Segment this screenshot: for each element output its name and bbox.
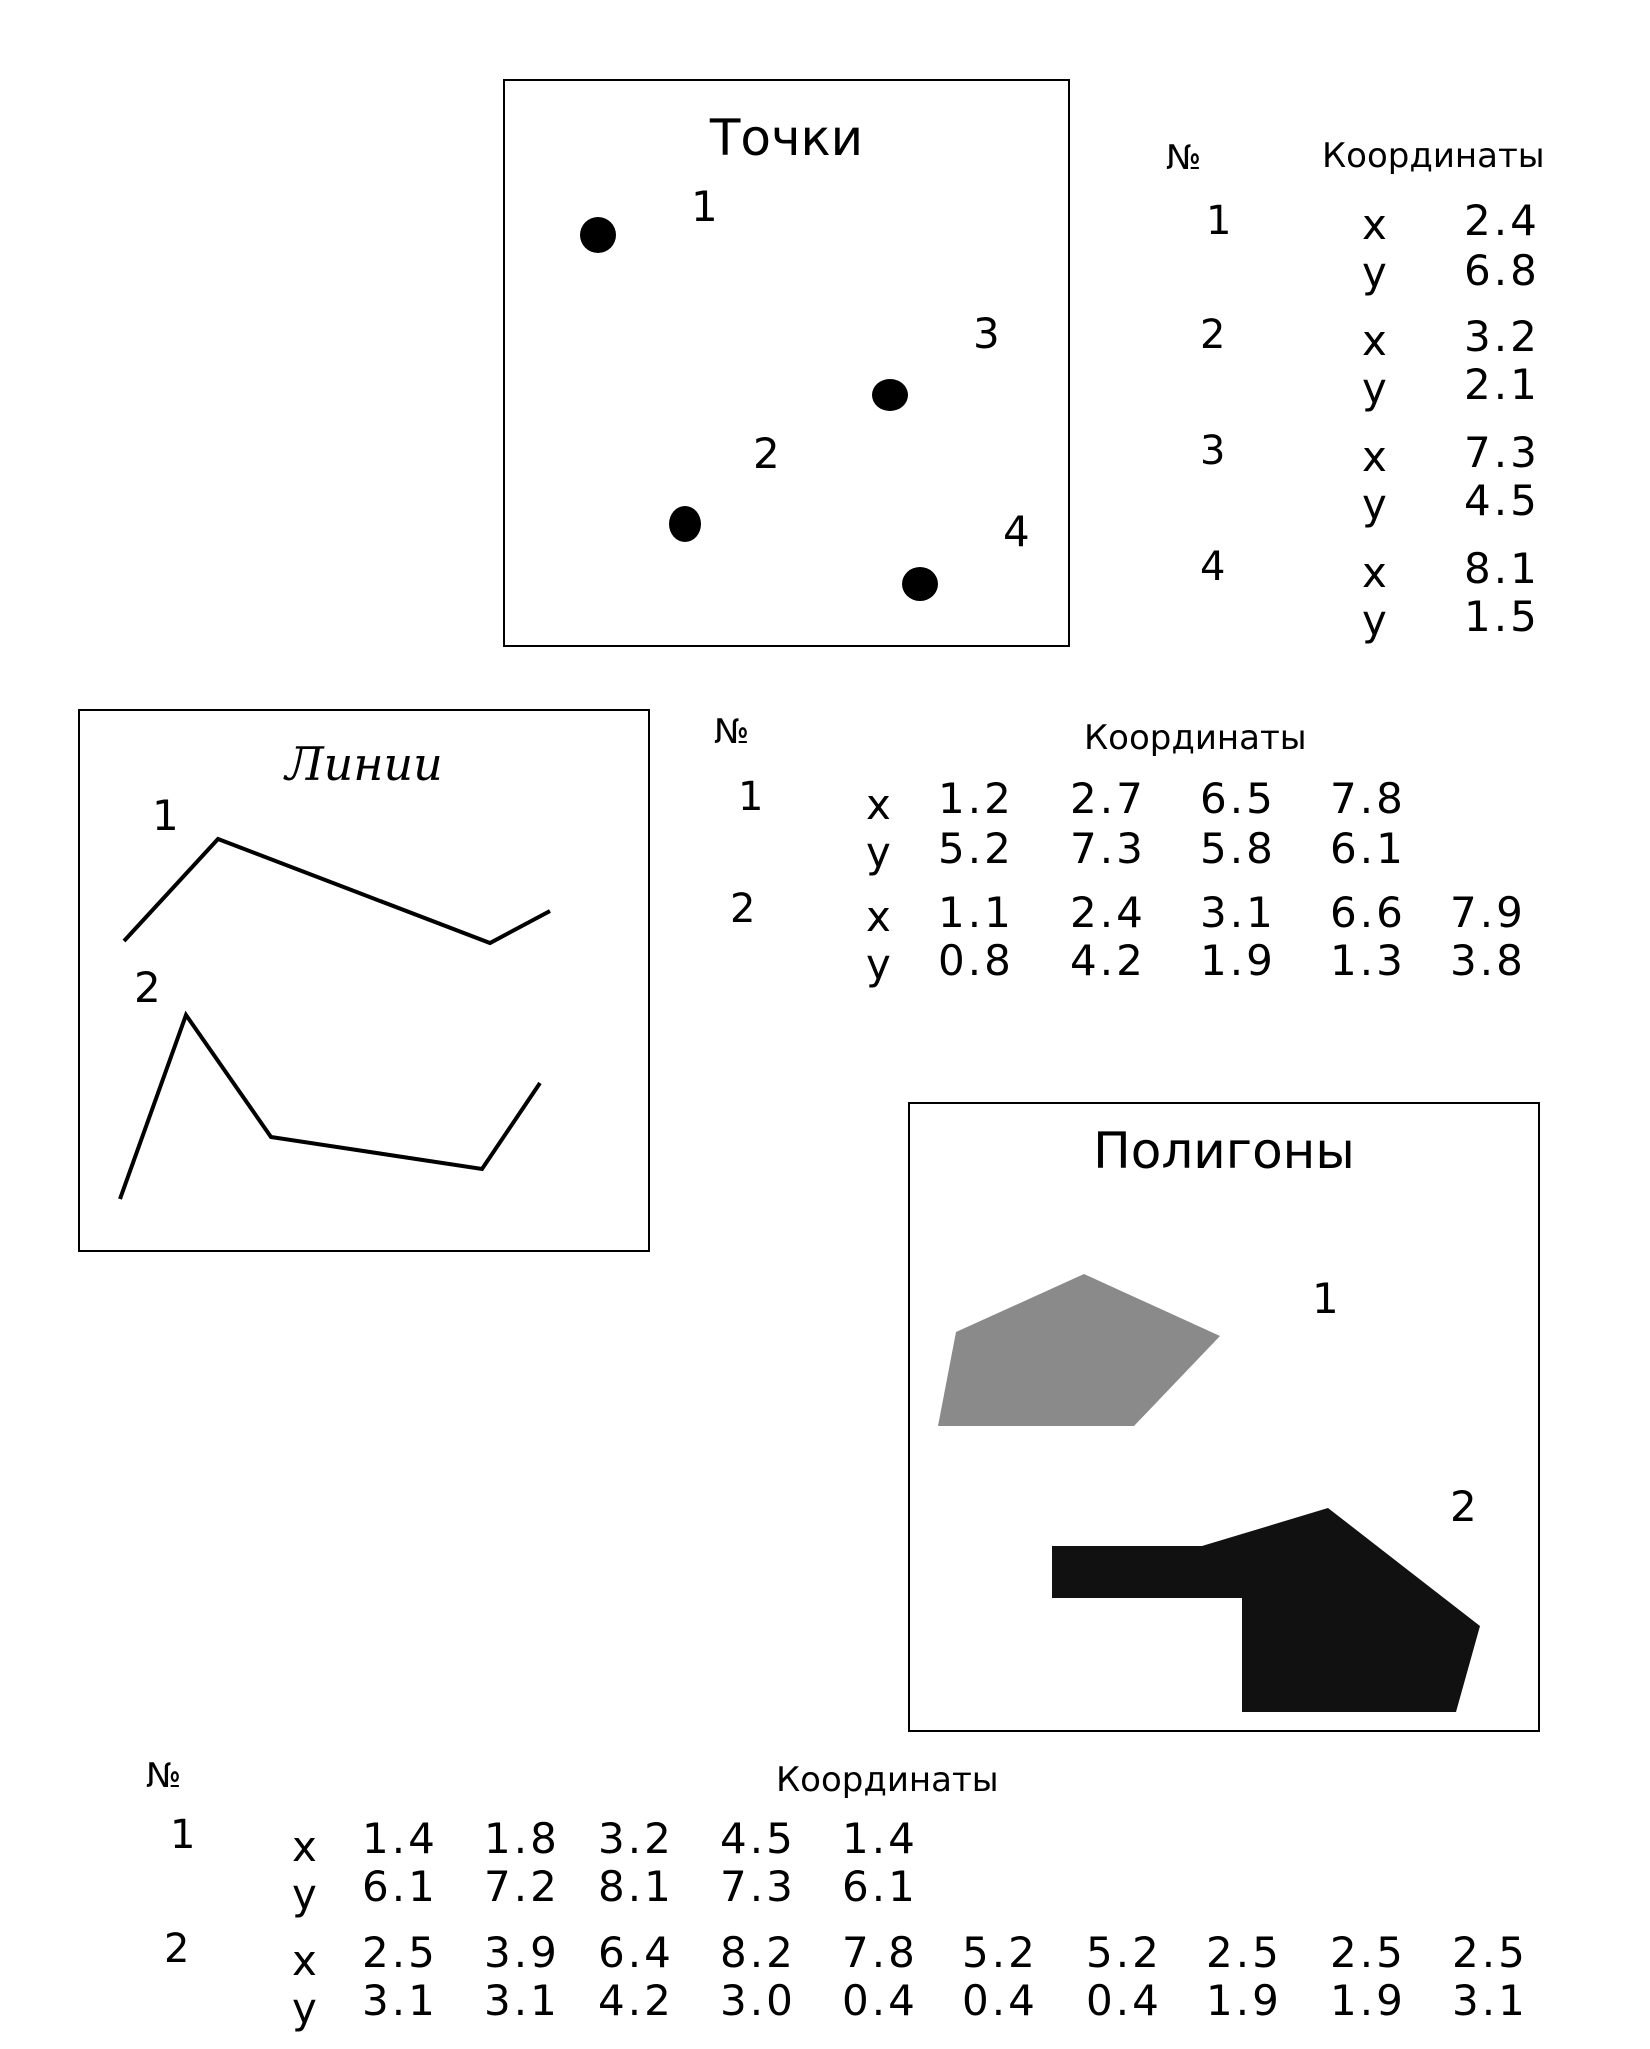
line-1-label: 1 <box>152 791 179 840</box>
points-row-3-num: 3 <box>1200 428 1226 474</box>
polygon-1-shape <box>938 1274 1220 1426</box>
lines-title: Линии <box>285 737 443 791</box>
polygons-row-2-y-4: 3.0 <box>720 1976 796 2025</box>
lines-row-2-num: 2 <box>730 886 756 932</box>
point-3-marker <box>872 379 908 411</box>
points-frame <box>503 79 1070 647</box>
lines-table-header-num: № <box>714 712 750 752</box>
polygon-2-shape <box>1052 1508 1480 1712</box>
lines-row-2-y-1: 0.8 <box>938 936 1014 985</box>
polygons-row-1-y-5: 6.1 <box>842 1862 918 1911</box>
polygons-table-header-num: № <box>146 1756 182 1796</box>
points-row-4-x-label: x <box>1362 548 1390 597</box>
polygons-row-2-y-1: 3.1 <box>362 1976 438 2025</box>
lines-row-1-y-1: 5.2 <box>938 824 1014 873</box>
polygons-table-header-coords: Координаты <box>776 1760 999 1800</box>
polygons-row-1-x-label: x <box>292 1822 320 1871</box>
polygons-canvas <box>910 1104 1542 1734</box>
lines-row-1-y-label: y <box>866 828 894 877</box>
point-2-label: 2 <box>753 429 780 478</box>
polygon-1-label: 1 <box>1312 1274 1339 1323</box>
polygons-row-2-y-9: 1.9 <box>1330 1976 1406 2025</box>
polygons-row-2-x-1: 2.5 <box>362 1928 438 1977</box>
point-1-marker <box>580 217 616 253</box>
points-table-header-coords: Координаты <box>1322 136 1545 176</box>
polygons-row-1-x-5: 1.4 <box>842 1814 918 1863</box>
polygons-row-2-y-10: 3.1 <box>1452 1976 1528 2025</box>
lines-row-2-x-label: x <box>866 892 894 941</box>
lines-row-2-y-label: y <box>866 940 894 989</box>
line-1-path <box>124 839 550 943</box>
points-row-3-y: 4.5 <box>1464 476 1540 525</box>
lines-row-2-x-5: 7.9 <box>1450 888 1526 937</box>
polygons-row-2-x-8: 2.5 <box>1206 1928 1282 1977</box>
polygons-row-1-num: 1 <box>170 1812 196 1858</box>
lines-row-2-x-1: 1.1 <box>938 888 1014 937</box>
point-1-label: 1 <box>691 182 718 231</box>
points-row-3-y-label: y <box>1362 480 1390 529</box>
polygons-row-1-x-3: 3.2 <box>598 1814 674 1863</box>
polygons-row-2-x-4: 8.2 <box>720 1928 796 1977</box>
polygons-row-2-y-3: 4.2 <box>598 1976 674 2025</box>
points-canvas <box>505 81 1072 649</box>
polygons-row-1-y-4: 7.3 <box>720 1862 796 1911</box>
polygons-row-1-x-1: 1.4 <box>362 1814 438 1863</box>
lines-row-2-x-2: 2.4 <box>1070 888 1146 937</box>
lines-row-1-y-4: 6.1 <box>1330 824 1406 873</box>
points-row-2-y-label: y <box>1362 364 1390 413</box>
lines-row-2-y-5: 3.8 <box>1450 936 1526 985</box>
lines-row-2-y-2: 4.2 <box>1070 936 1146 985</box>
point-3-label: 3 <box>973 309 1000 358</box>
points-row-4-y-label: y <box>1362 596 1390 645</box>
polygon-2-label: 2 <box>1450 1482 1477 1531</box>
polygons-row-1-y-3: 8.1 <box>598 1862 674 1911</box>
lines-row-2-x-4: 6.6 <box>1330 888 1406 937</box>
points-row-1-x-label: x <box>1362 200 1390 249</box>
polygons-row-2-y-8: 1.9 <box>1206 1976 1282 2025</box>
polygons-row-2-x-5: 7.8 <box>842 1928 918 1977</box>
points-row-1-x: 2.4 <box>1464 196 1540 245</box>
polygons-row-2-x-7: 5.2 <box>1086 1928 1162 1977</box>
polygons-row-1-y-2: 7.2 <box>484 1862 560 1911</box>
polygons-row-2-y-7: 0.4 <box>1086 1976 1162 2025</box>
lines-row-1-x-2: 2.7 <box>1070 774 1146 823</box>
points-row-4-x: 8.1 <box>1464 544 1540 593</box>
points-table-header-num: № <box>1166 138 1202 178</box>
line-2-path <box>120 1015 540 1199</box>
polygons-row-2-x-2: 3.9 <box>484 1928 560 1977</box>
polygons-row-2-y-label: y <box>292 1984 320 2033</box>
points-row-1-y: 6.8 <box>1464 246 1540 295</box>
point-4-marker <box>902 567 938 601</box>
lines-row-1-x-label: x <box>866 780 894 829</box>
lines-row-2-y-3: 1.9 <box>1200 936 1276 985</box>
lines-table-header-coords: Координаты <box>1084 718 1307 758</box>
line-2-label: 2 <box>134 963 161 1012</box>
lines-row-1-x-4: 7.8 <box>1330 774 1406 823</box>
polygons-row-1-y-1: 6.1 <box>362 1862 438 1911</box>
polygons-row-2-x-6: 5.2 <box>962 1928 1038 1977</box>
polygons-row-2-y-5: 0.4 <box>842 1976 918 2025</box>
polygons-row-2-x-label: x <box>292 1936 320 1985</box>
points-row-4-num: 4 <box>1200 544 1226 590</box>
polygons-row-1-x-4: 4.5 <box>720 1814 796 1863</box>
lines-row-1-x-3: 6.5 <box>1200 774 1276 823</box>
points-row-3-x-label: x <box>1362 432 1390 481</box>
points-row-2-x: 3.2 <box>1464 312 1540 361</box>
polygons-row-2-y-6: 0.4 <box>962 1976 1038 2025</box>
point-2-marker <box>669 506 701 542</box>
points-row-2-num: 2 <box>1200 312 1226 358</box>
points-row-4-y: 1.5 <box>1464 592 1540 641</box>
polygons-row-1-x-2: 1.8 <box>484 1814 560 1863</box>
polygons-row-2-x-10: 2.5 <box>1452 1928 1528 1977</box>
lines-row-2-y-4: 1.3 <box>1330 936 1406 985</box>
lines-row-1-x-1: 1.2 <box>938 774 1014 823</box>
points-row-1-num: 1 <box>1206 198 1232 244</box>
polygons-frame <box>908 1102 1540 1732</box>
polygons-row-2-num: 2 <box>164 1926 190 1972</box>
points-row-1-y-label: y <box>1362 248 1390 297</box>
point-4-label: 4 <box>1003 507 1030 556</box>
polygons-row-2-x-9: 2.5 <box>1330 1928 1406 1977</box>
points-row-3-x: 7.3 <box>1464 428 1540 477</box>
lines-row-1-y-3: 5.8 <box>1200 824 1276 873</box>
points-title: Точки <box>709 109 864 167</box>
lines-row-1-y-2: 7.3 <box>1070 824 1146 873</box>
polygons-title: Полигоны <box>1093 1122 1355 1180</box>
polygons-row-1-y-label: y <box>292 1870 320 1919</box>
points-row-2-y: 2.1 <box>1464 360 1540 409</box>
lines-row-2-x-3: 3.1 <box>1200 888 1276 937</box>
polygons-row-2-y-2: 3.1 <box>484 1976 560 2025</box>
polygons-row-2-x-3: 6.4 <box>598 1928 674 1977</box>
lines-row-1-num: 1 <box>738 774 764 820</box>
lines-frame <box>78 709 650 1252</box>
points-row-2-x-label: x <box>1362 316 1390 365</box>
